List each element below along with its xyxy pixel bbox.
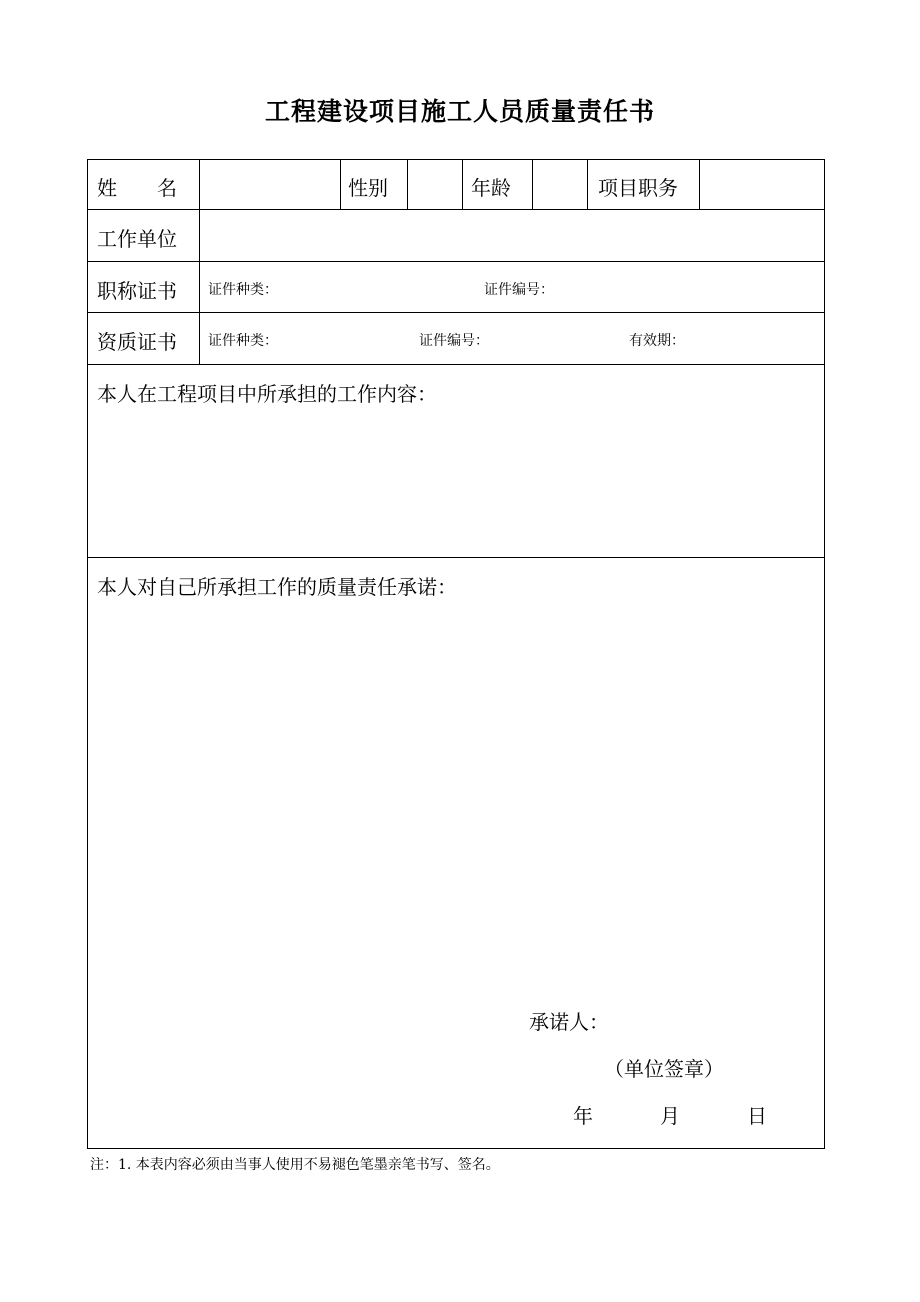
promise-field[interactable] bbox=[97, 600, 817, 1000]
row-divider bbox=[88, 557, 824, 558]
col-divider bbox=[199, 160, 200, 209]
position-label: 项目职务 bbox=[598, 176, 678, 200]
col-divider bbox=[462, 160, 463, 209]
col-divider bbox=[407, 160, 408, 209]
title-cert-number[interactable]: 证件编号： bbox=[484, 282, 554, 298]
promisor-signature[interactable]: 承诺人： bbox=[529, 1010, 609, 1034]
page-title: 工程建设项目施工人员质量责任书 bbox=[264, 97, 655, 126]
promise-label: 本人对自己所承担工作的质量责任承诺： bbox=[97, 575, 457, 599]
name-label: 姓 名 bbox=[97, 176, 177, 200]
unit-seal: （单位签章） bbox=[604, 1057, 724, 1081]
work-content-label: 本人在工程项目中所承担的工作内容： bbox=[97, 382, 437, 406]
col-divider bbox=[340, 160, 341, 209]
work-content-field[interactable] bbox=[97, 406, 817, 551]
qualification-valid-date[interactable]: 有效期： bbox=[629, 333, 685, 349]
footnote: 注：1. 本表内容必须由当事人使用不易褪色笔墨亲笔书写、签名。 bbox=[90, 1157, 500, 1173]
qualification-cert-number[interactable]: 证件编号： bbox=[419, 333, 489, 349]
row-divider bbox=[88, 364, 824, 365]
col-divider bbox=[587, 160, 588, 209]
gender-label: 性别 bbox=[348, 176, 388, 200]
col-divider bbox=[532, 160, 533, 209]
qualification-cert-type[interactable]: 证件种类： bbox=[208, 333, 278, 349]
title-cert-type[interactable]: 证件种类： bbox=[208, 282, 278, 298]
title-cert-label: 职称证书 bbox=[97, 279, 177, 303]
qualification-cert-label: 资质证书 bbox=[97, 330, 177, 354]
col-divider bbox=[699, 160, 700, 209]
work-unit-label: 工作单位 bbox=[97, 227, 177, 251]
date-day-label: 日 bbox=[747, 1104, 767, 1128]
date-month-label: 月 bbox=[660, 1104, 680, 1128]
age-label: 年龄 bbox=[471, 176, 511, 200]
date-year-label: 年 bbox=[573, 1104, 593, 1128]
responsibility-form bbox=[87, 159, 825, 1149]
col-divider bbox=[199, 209, 200, 364]
